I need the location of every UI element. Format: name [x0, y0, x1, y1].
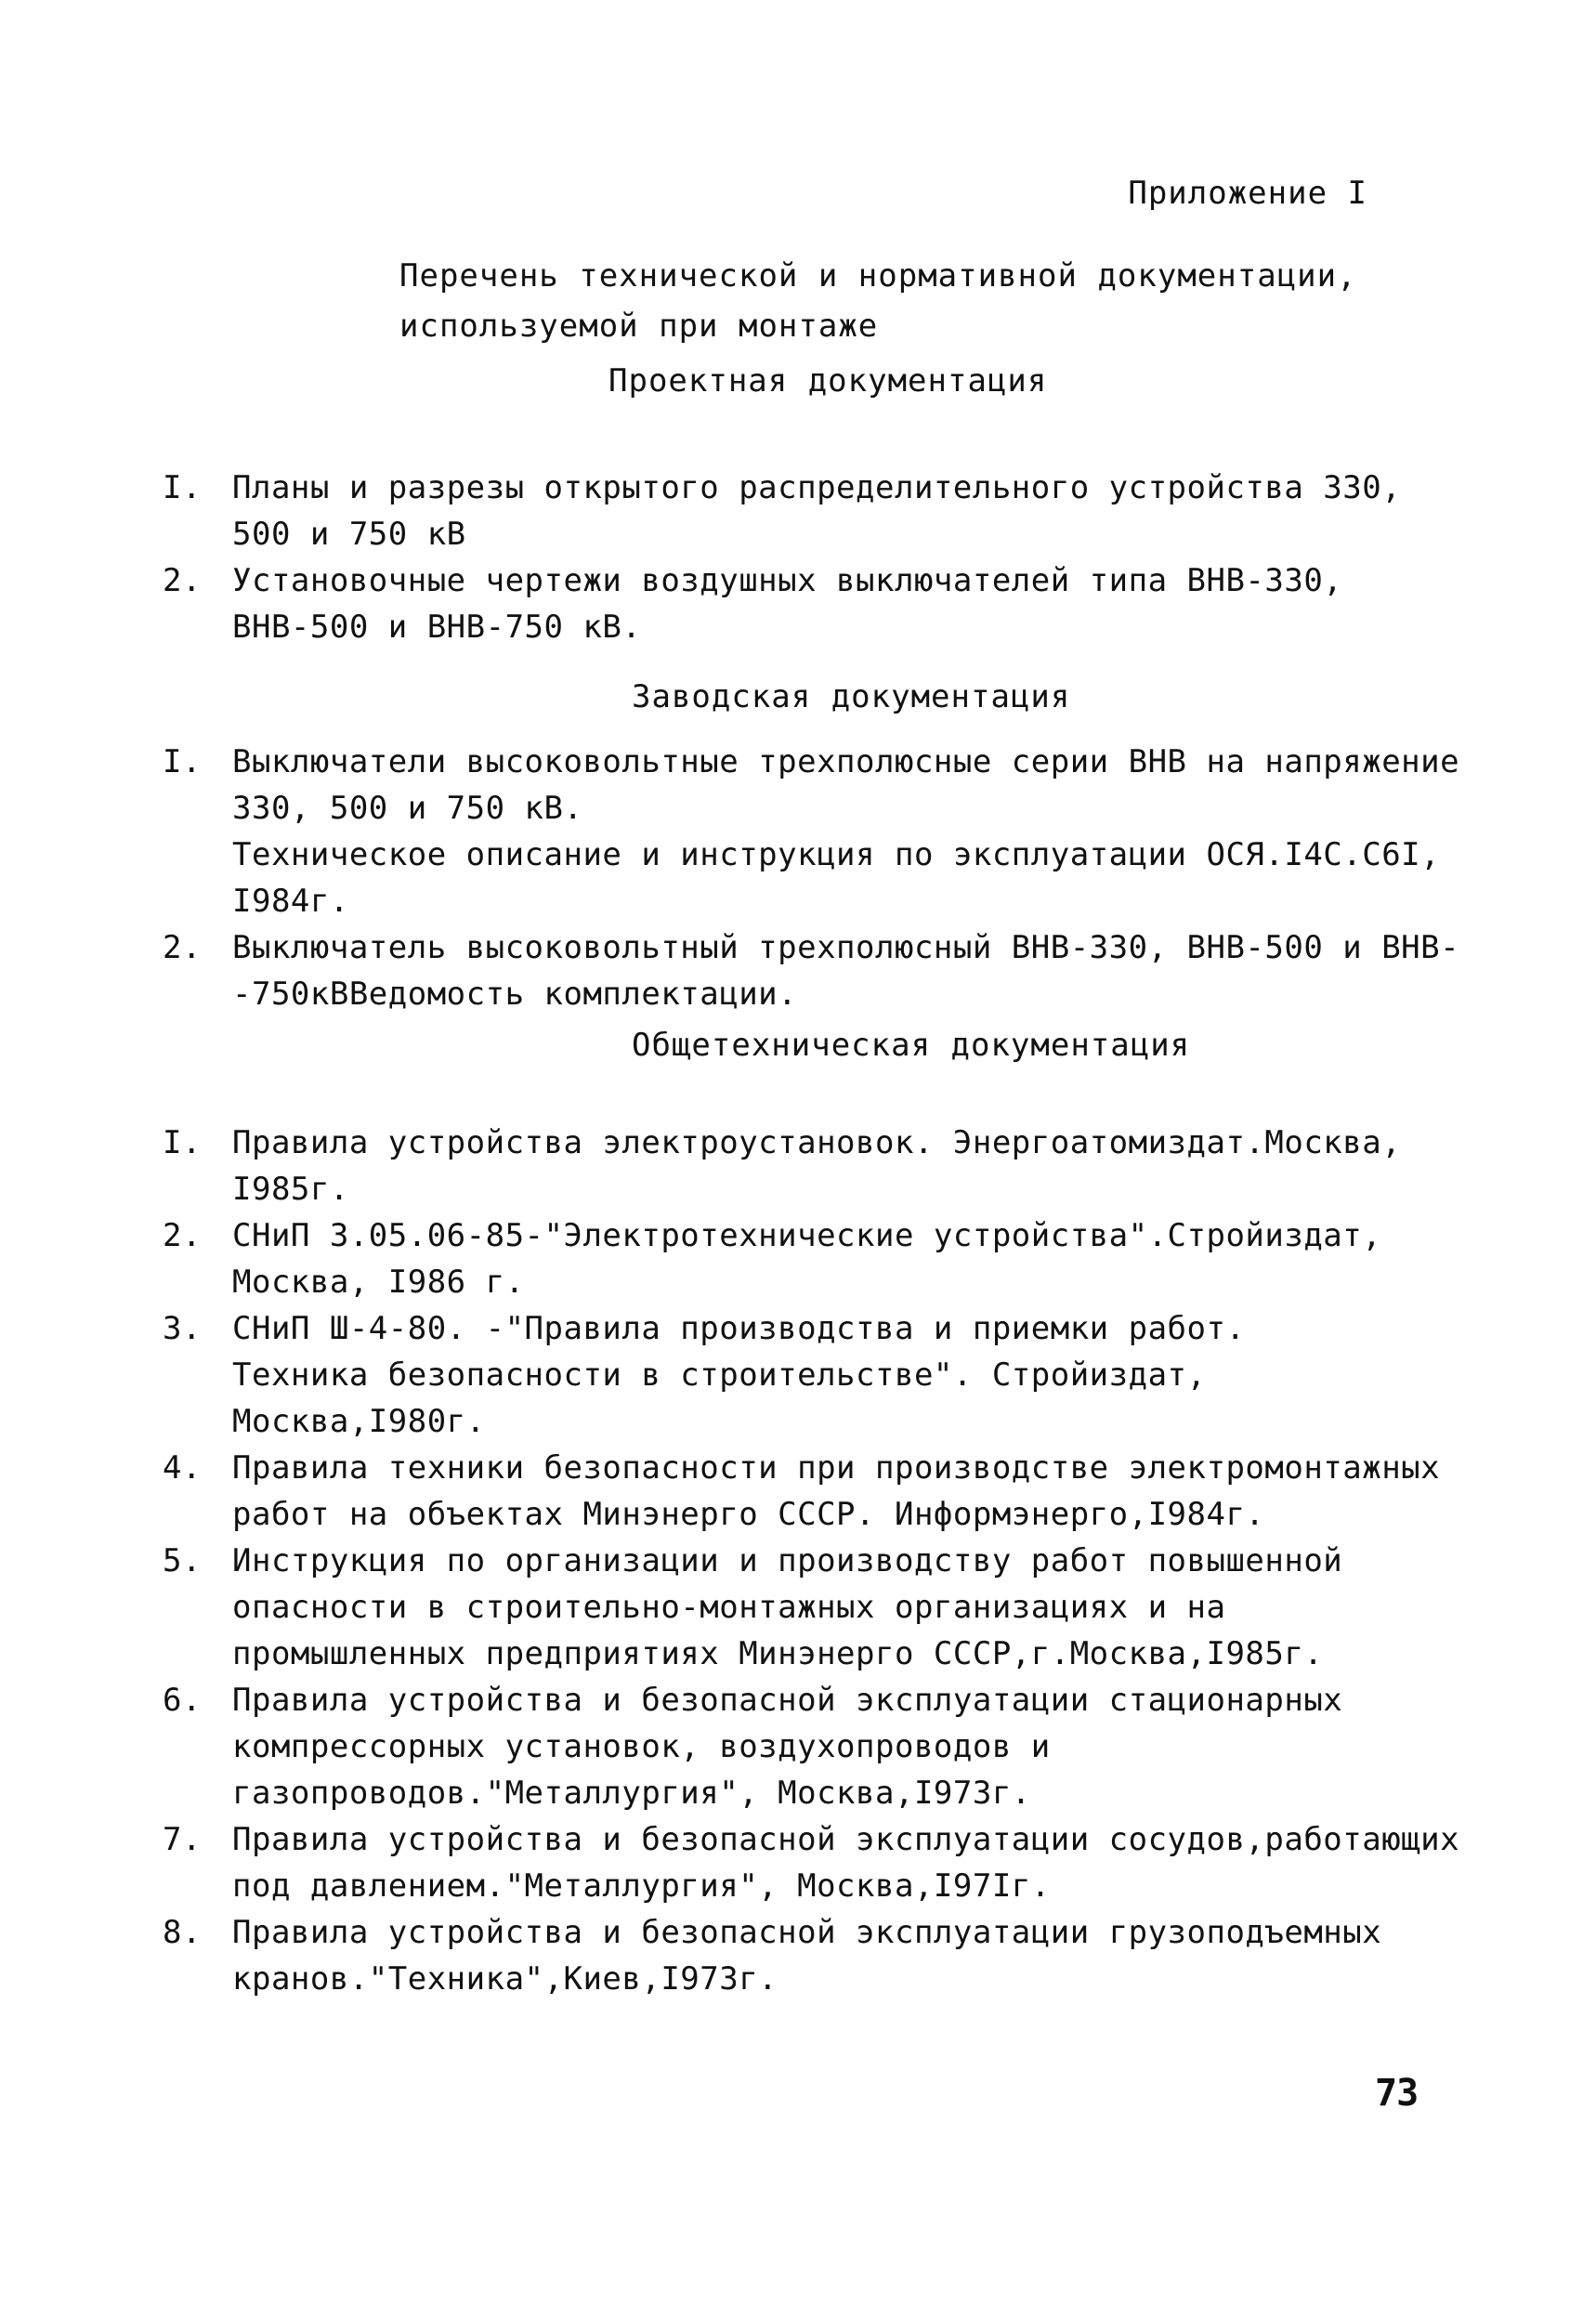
item-number: 5.	[163, 1542, 202, 1579]
item-text: Правила устройства и безопасной эксплуатации стационарных компрессорных установок, воздухопроводов и газопроводов."Металлургия", Москва,I973г.	[232, 1682, 1343, 1812]
section-heading-factory: Заводская документация	[632, 678, 1071, 715]
item-subtext: Техника безопасности в строительстве". Стройиздат, Москва,I980г.	[232, 1356, 1207, 1440]
item-text: Инструкция по организации и производству работ повышенной опасности в строительно-монтажных организациях и на промышленных предприятиях Минэнерго СССР,г.Москва,I985г.	[232, 1542, 1343, 1672]
item-text: Выключатель высоковольтный трехполюсный ВНВ-330, ВНВ-500 и ВНВ--750кВВедомость комплектации.	[232, 929, 1460, 1013]
item-text: Установочные чертежи воздушных выключателей типа ВНВ-330, ВНВ-500 и ВНВ-750 кВ.	[232, 562, 1343, 646]
item-text: СНиП 3.05.06-85-"Электротехнические устройства".Стройиздат, Москва, I986 г.	[232, 1217, 1382, 1301]
section-heading-project: Проектная документация	[608, 362, 1048, 400]
item-number: 2.	[163, 562, 202, 599]
project-docs-list	[163, 465, 1463, 650]
item-text: Правила устройства электроустановок. Энергоатомиздат.Москва, I985г.	[232, 1124, 1402, 1208]
item-subtext: Техническое описание и инструкция по эксплуатации ОСЯ.I4С.С6I, I984г.	[232, 836, 1441, 920]
item-text: Планы и разрезы открытого распределительного устройства 330, 500 и 750 кВ	[232, 469, 1402, 553]
list-item	[163, 1445, 1463, 1538]
item-number: I.	[163, 743, 202, 780]
item-text: Правила устройства и безопасной эксплуатации грузоподъемных кранов."Техника",Киев,I973г.	[232, 1914, 1382, 1998]
item-number: 4.	[163, 1449, 202, 1487]
list-item	[163, 465, 1463, 557]
general-docs-list	[163, 1120, 1463, 2002]
document-title	[399, 251, 1421, 351]
document-title-line-2: используемой при монтаже	[399, 308, 879, 345]
page-number: 73	[1375, 2072, 1419, 2115]
list-item	[163, 924, 1463, 1017]
list-item	[163, 557, 1463, 650]
list-item	[163, 1212, 1463, 1305]
list-item	[163, 1538, 1463, 1677]
list-item	[163, 1816, 1463, 1909]
factory-docs-list	[163, 739, 1463, 1017]
item-number: 3.	[163, 1310, 202, 1347]
item-number: I.	[163, 1124, 202, 1161]
item-text: СНиП Ш-4-80. -"Правила производства и приемки работ.	[232, 1310, 1246, 1347]
item-text: Выключатели высоковольтные трехполюсные серии ВНВ на напряжение 330, 500 и 750 кВ.	[232, 743, 1460, 827]
item-text: Правила техники безопасности при производстве электромонтажных работ на объектах Минэнерго СССР. Информэнерго,I984г.	[232, 1449, 1441, 1533]
list-item	[163, 1305, 1463, 1445]
item-text: Правила устройства и безопасной эксплуатации сосудов,работающих под давлением."Металлургия", Москва,I97Iг.	[232, 1821, 1460, 1905]
item-number: I.	[163, 469, 202, 506]
document-title-line-1: Перечень технической и нормативной документации,	[399, 257, 1357, 295]
item-number: 6.	[163, 1682, 202, 1719]
section-heading-general: Общетехническая документация	[632, 1027, 1191, 1064]
list-item	[163, 739, 1463, 924]
list-item	[163, 1120, 1463, 1212]
item-number: 2.	[163, 1217, 202, 1254]
item-number: 7.	[163, 1821, 202, 1858]
list-item	[163, 1677, 1463, 1816]
appendix-label: Приложение I	[1128, 175, 1367, 212]
item-number: 8.	[163, 1914, 202, 1951]
item-number: 2.	[163, 929, 202, 966]
list-item	[163, 1909, 1463, 2002]
